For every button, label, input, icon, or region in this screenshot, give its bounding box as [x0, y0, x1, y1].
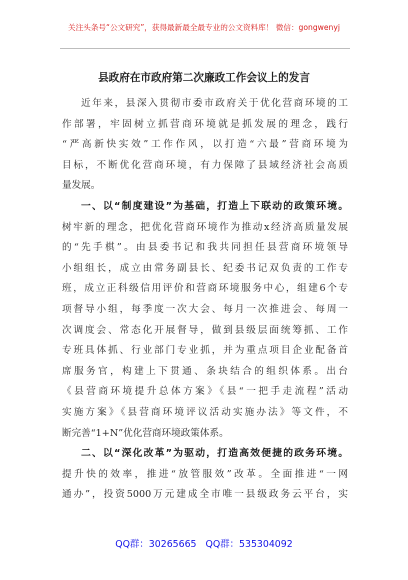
body-line: 近年来，县深入贯彻市委市政府关于优化营商环境的工 [81, 98, 348, 109]
body-line: 的“先手棋”。由县委书记和我共同担任县营商环境领导 [62, 242, 348, 254]
body-line: 实施方案》《县营商环境评议活动实施办法》等文件，不 [62, 406, 348, 418]
body-line: 作部署，牢固树立抓营商环境就是抓发展的理念，践行 [62, 118, 348, 130]
body-line: 断完善“1+N”优化营商环境政策体系。 [62, 427, 229, 439]
body-line: 树牢新的理念，把优化营商环境作为推动ⅹ经济高质量发展 [62, 221, 348, 233]
header-divider [60, 48, 350, 49]
body-line: 目标，不断优化营商环境，有力保障了县域经济社会高质 [62, 159, 348, 171]
body-line: 量发展。 [62, 180, 101, 192]
body-line: 班，成立正科级信用评价和营商环境服务中心，组建6个专 [62, 283, 348, 295]
body-line: 《县营商环境提升总体方案》《县“一把手走流程”活动 [62, 386, 348, 398]
body-line: “严高新快实效”工作作风，以打造“六最”营商环境为 [62, 139, 348, 151]
footer-contacts: QQ群：30265665 QQ群：535304092 [115, 539, 293, 550]
section-heading-2: 二、以“深化改革”为驱动，打造高效便捷的政务环境。 [81, 448, 348, 460]
body-line: 项督导小组，每季度一次大会、每月一次推进会、每周一 [62, 303, 348, 315]
body-line: 次调度会、常态化开展督导，做到县级层面统筹抓、工作 [62, 324, 348, 336]
section-heading-1: 一、以“制度建设”为基础，打造上下联动的政策环境。 [81, 200, 348, 212]
body-line: 通办”，投资5000万元建成全市唯一县级政务云平台，实 [62, 489, 348, 501]
body-line: 专班具体抓、行业部门专业抓，并为重点项目企业配备首 [62, 345, 348, 357]
header-banner: 关注头条号“公文研究”，获得最新最全最专业的公文资料库！ 微信：gongwenyj [68, 23, 340, 32]
body-line: 席服务官，构建上下贯通、条块结合的组织体系。出台 [62, 365, 348, 377]
document-title: 县政府在市政府第二次廉政工作会议上的发言 [98, 72, 310, 84]
body-line: 提升快的效率，推进“放管服效”改革。全面推进“一网 [62, 468, 348, 480]
document-body [62, 94, 348, 506]
body-line: 小组组长，成立由常务副县长、纪委书记双负责的工作专 [62, 262, 348, 274]
